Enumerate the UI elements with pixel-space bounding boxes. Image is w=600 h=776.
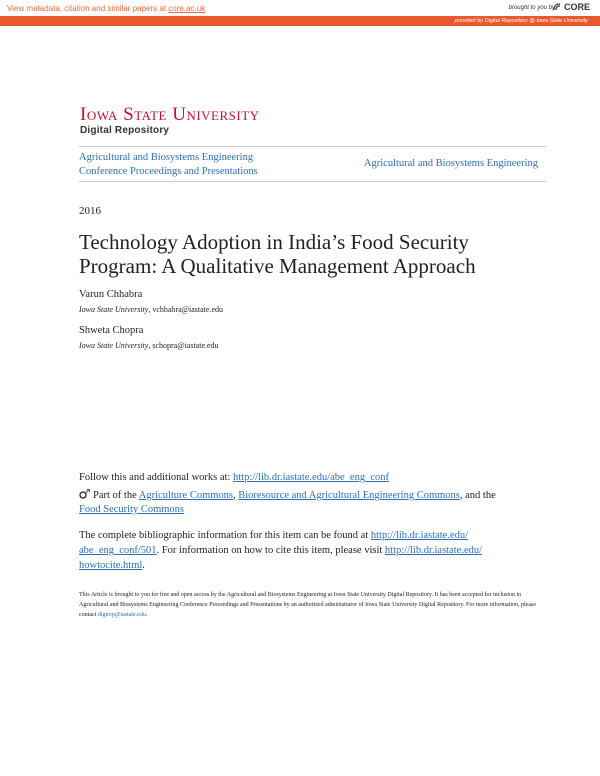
university-name: Iowa State University	[80, 104, 260, 125]
author-name: Varun Chhabra	[79, 289, 143, 300]
provided-by-bar	[0, 16, 600, 26]
part-of-prefix: Part of the	[93, 490, 137, 501]
title-line-2: Program: A Qualitative Management Approach	[79, 254, 476, 278]
food-security-commons-link[interactable]: Food Security Commons	[79, 504, 185, 515]
cite-text: The complete bibliographic information for this item can be found at	[79, 530, 369, 541]
author-email: vchhabra@iastate.edu	[152, 305, 223, 314]
footer-end: .	[145, 612, 148, 618]
cite-end: .	[142, 560, 145, 571]
series-link[interactable]	[79, 151, 319, 179]
department-link[interactable]: Agricultural and Biosystems Engineering	[363, 158, 538, 169]
open-access-icon	[79, 488, 91, 500]
core-link[interactable]: core.ac.uk	[168, 4, 206, 13]
cite-text-2: . For information on how to cite this item, please visit	[156, 545, 383, 556]
repository-name: Digital Repository	[80, 125, 170, 136]
core-top-bar	[0, 0, 600, 16]
citation-info	[79, 528, 549, 573]
core-logo-label: CORE	[563, 2, 590, 12]
contact-email-link[interactable]: digirep@iastate.edu	[97, 612, 146, 618]
affiliation-name: Iowa State University	[79, 341, 149, 350]
series-line-2: Conference Proceedings and Presentations	[79, 166, 258, 177]
footer-note	[79, 590, 549, 620]
footer-text: This Article is brought to you for free and open access by the Agricultural and Biosystems Engineering at Iowa State University Digital Repository. It has been accepted for inclusion in Agricultural and Biosystems Engineering Conference Proceedings and Presentations by an authorized administrator of Iowa State University Digital Repository. For more information, please contact	[79, 592, 536, 618]
howtocite-link[interactable]: http://lib.dr.iastate.edu/	[384, 545, 483, 556]
author-name: Shweta Chopra	[79, 325, 144, 336]
author-affiliation: Iowa State University, schopra@iastate.edu	[79, 341, 219, 350]
follow-link[interactable]: http://lib.dr.iastate.edu/abe_eng_conf	[233, 472, 389, 483]
part-of-line	[79, 488, 549, 517]
follow-text: Follow this and additional works at:	[79, 472, 231, 483]
view-metadata-text	[7, 4, 205, 13]
core-logo[interactable]	[553, 2, 590, 12]
series-box	[79, 146, 546, 182]
paper-title	[79, 230, 559, 278]
brought-by-text: brought to you by	[508, 5, 555, 11]
item-link-cont[interactable]: abe_eng_conf/501	[79, 545, 157, 556]
howtocite-link-cont[interactable]: howtocite.html	[79, 560, 143, 571]
separator: ,	[233, 490, 239, 501]
series-line-1: Agricultural and Biosystems Engineering	[79, 152, 254, 163]
author-affiliation: Iowa State University, vchhabra@iastate.edu	[79, 305, 223, 314]
core-swirl-icon	[553, 3, 561, 11]
separator: , and the	[459, 490, 496, 501]
follow-line	[79, 472, 389, 483]
item-link[interactable]: http://lib.dr.iastate.edu/	[370, 530, 468, 541]
view-metadata-label: View metadata, citation and similar papers at	[7, 4, 167, 13]
agriculture-commons-link[interactable]: Agriculture Commons	[138, 490, 233, 501]
affiliation-name: Iowa State University	[79, 305, 149, 314]
publication-year: 2016	[79, 205, 101, 217]
provided-by-text: provided by Digital Repository @ Iowa State University	[454, 18, 588, 24]
isu-logo	[80, 106, 260, 136]
bioresource-commons-link[interactable]: Bioresource and Agricultural Engineering Commons	[238, 490, 460, 501]
author-email: schopra@iastate.edu	[152, 341, 219, 350]
title-line-1: Technology Adoption in India’s Food Security	[79, 230, 469, 254]
